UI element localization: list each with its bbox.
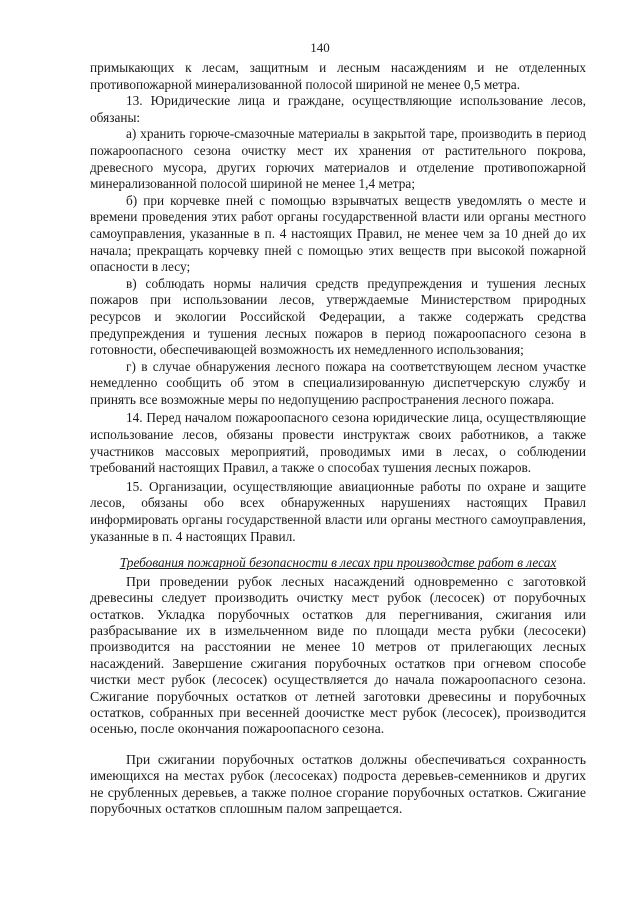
paragraph-item-13g: г) в случае обнаружения лесного пожара на соответствующем лесном участке немедленно сообщить об этом в специализированную диспетчерскую службу и принять все возможные меры по недопущению распространения лесного пожара. xyxy=(90,358,586,407)
paragraph-item-13v: в) соблюдать нормы наличия средств предупреждения и тушения лесных пожаров при использовании лесов, утверждаемые Министерством природных ресурсов и экологии Российской Федерации, а также содержать средства предупреждения и тушения лесных пожаров в период пожароопасного сезона в готовности, обеспечивающей возможность их немедленного использования; xyxy=(90,275,586,358)
paragraph-item-13: 13. Юридические лица и граждане, осуществляющие использование лесов, обязаны: xyxy=(90,93,586,125)
paragraph-item-13b: б) при корчевке пней с помощью взрывчатых веществ уведомлять о месте и времени проведения этих работ органы государственной власти или органы местного самоуправления, указанные в п. 4 настоящих Правил, не менее чем за 10 дней до их начала; прекращать корчевку пней с помощью этих веществ при высокой пожарной опасности в лесу; xyxy=(90,192,586,275)
document-body xyxy=(90,60,586,818)
paragraph-item-15: 15. Организации, осуществляющие авиационные работы по охране и защите лесов, обязаны обо всех обнаруженных нарушениях настоящих Правил информировать органы государственной власти или органы местного самоуправления, указанные в п. 4 настоящих Правил. xyxy=(90,478,586,544)
section-paragraph-2: При сжигании порубочных остатков должны обеспечиваться сохранность имеющихся на местах рубок (лесосеках) подроста деревьев-семенников и других не срубленных деревьев, а также полное сгорание порубочных остатков. Сжигание порубочных остатков сплошным палом запрещается. xyxy=(90,751,586,817)
page-number: 140 xyxy=(310,40,330,55)
paragraph-item-14: 14. Перед началом пожароопасного сезона юридические лица, осуществляющие использование лесов, обязаны провести инструктаж своих работников, а также участников массовых мероприятий, проводимых ими в лесах, о соблюдении требований настоящих Правил, а также о способах тушения лесных пожаров. xyxy=(90,410,586,476)
section-paragraph-1: При проведении рубок лесных насаждений одновременно с заготовкой древесины следует производить очистку мест рубок (лесосек) от порубочных остатков. Укладка порубочных остатков для перегнивания, сжигания или разбрасывание их в измельченном виде по площади места рубки (лесосеки) производится на расстоянии не менее 10 метров от прилегающих лесных насаждений. Завершение сжигания порубочных остатков при огневом способе чистки мест рубок (лесосек) осуществляется до начала пожароопасного сезона. Сжигание порубочных остатков от летней заготовки древесины и порубочных остатков, собранных при весенней доочистке мест рубок (лесосек), производится осенью, после окончания пожароопасного сезона. xyxy=(90,573,586,737)
paragraph-continuation: примыкающих к лесам, защитным и лесным насаждениям и не отделенных противопожарной минерализованной полосой шириной не менее 0,5 метра. xyxy=(90,60,586,92)
section-heading: Требования пожарной безопасности в лесах при производстве работ в лесах xyxy=(119,555,557,571)
section-body xyxy=(90,574,586,818)
paragraph-item-13a: а) хранить горюче-смазочные материалы в закрытой таре, производить в период пожароопасного сезона очистку мест их хранения от растительного покрова, древесного мусора, других горючих материалов и отделение противопожарной минерализованной полосой шириной не менее 1,4 метра; xyxy=(90,126,586,192)
